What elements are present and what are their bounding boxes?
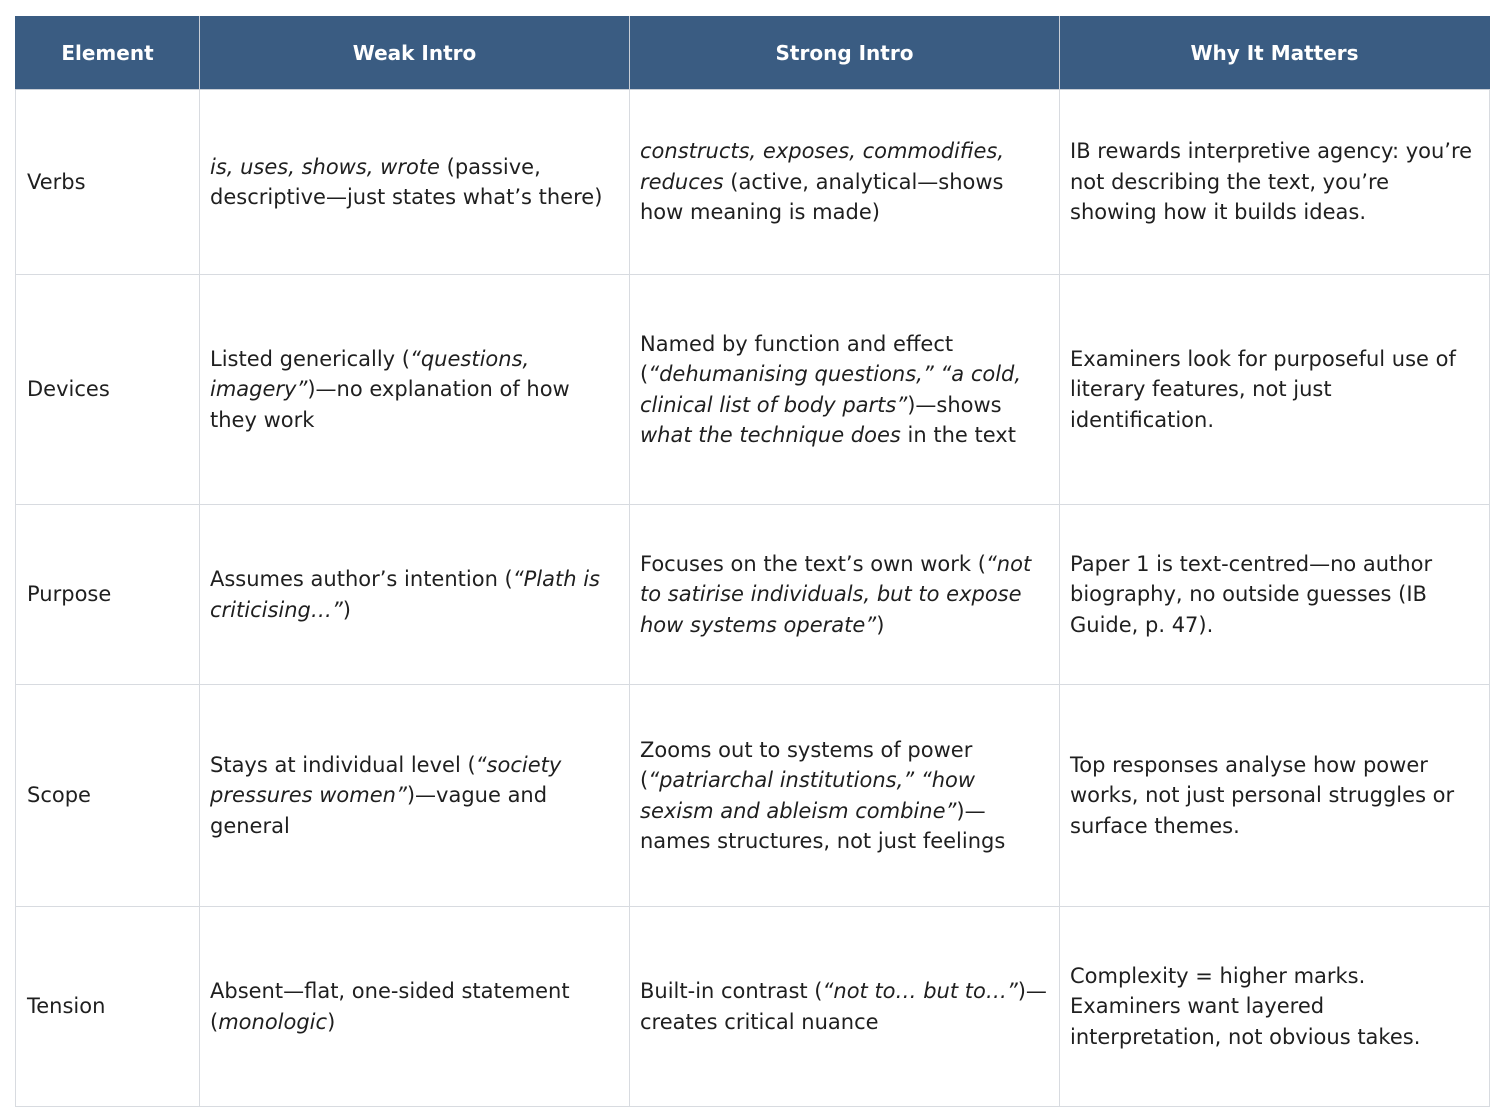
cell-italic-text: constructs, exposes, commodifies, reduces [640,139,1004,194]
cell-italic-text: what the technique does [640,423,901,447]
cell-text: Focuses on the text’s own work ( [640,551,986,576]
comparison-table-container [15,16,1489,1107]
why-it-matters-cell: IB rewards interpretive agency: you’re not describing the text, you’re showing how it builds ideas. [1060,90,1490,275]
cell-italic-text: “Plath is criticising…” [210,567,600,622]
cell-text: Built-in contrast ( [640,979,823,1003]
cell-text: ) [342,597,351,622]
cell-text: Listed generically ( [210,346,410,371]
element-cell: Scope [16,685,200,907]
cell-text: in the text [900,423,1016,447]
element-cell: Tension [16,907,200,1107]
table-row-purpose [16,505,1490,685]
cell-text: Named by function and effect ( [640,331,954,386]
cell-text: (passive, descriptive—just states what’s there) [210,154,603,209]
cell-italic-text: “society pressures women” [210,752,562,808]
why-it-matters-cell: Paper 1 is text-centred—no author biography, no outside guesses (IB Guide, p. 47). [1060,505,1490,685]
cell-text: Stays at individual level ( [210,752,476,777]
cell-text: )—shows [907,392,1002,417]
cell-italic-text: “not to satirise individuals, but to expose how systems operate” [640,551,1032,637]
table-row-devices [16,275,1490,505]
strong-intro-cell [630,505,1060,685]
weak-intro-cell [200,505,630,685]
table-row-scope [16,685,1490,907]
comparison-table [15,16,1490,1107]
header-element: Element [16,17,200,90]
cell-text: )—creates critical nuance [640,979,1047,1034]
weak-intro-cell [200,685,630,907]
cell-text: )—no explanation of how they work [210,377,570,432]
header-strong-intro: Strong Intro [630,17,1060,90]
strong-intro-cell [630,907,1060,1107]
strong-intro-cell [630,275,1060,505]
element-cell: Purpose [16,505,200,685]
cell-text: Assumes author’s intention ( [210,567,513,591]
table-row-verbs [16,90,1490,275]
strong-intro-cell [630,90,1060,275]
why-it-matters-cell: Examiners look for purposeful use of literary features, not just identification. [1060,275,1490,505]
cell-text: )—names structures, not just feelings [640,798,1006,853]
element-cell: Verbs [16,90,200,275]
cell-text: ) [327,1009,336,1034]
why-it-matters-cell: Complexity = higher marks. Examiners want layered interpretation, not obvious takes. [1060,907,1490,1107]
cell-italic-text: “patriarchal institutions,” “how sexism and ableism combine” [640,768,976,823]
weak-intro-cell [200,907,630,1107]
cell-text: (active, analytical—shows how meaning is made) [640,169,1004,225]
element-cell: Devices [16,275,200,505]
weak-intro-cell [200,90,630,275]
cell-text: ) [876,612,885,637]
cell-text: Zooms out to systems of power ( [640,737,973,792]
table-body [16,90,1490,1107]
table-row-tension [16,907,1490,1107]
cell-text: Absent—flat, one-sided statement ( [210,979,570,1034]
why-it-matters-cell: Top responses analyse how power works, not just personal struggles or surface themes. [1060,685,1490,907]
cell-italic-text: “questions, imagery” [210,346,530,402]
header-why-it-matters: Why It Matters [1060,17,1490,90]
cell-italic-text: “not to… but to…” [822,979,1018,1003]
cell-italic-text: “dehumanising questions,” “a cold, clinical list of body parts” [640,362,1022,417]
header-row [16,17,1490,90]
cell-italic-text: is, uses, shows, wrote [210,154,440,179]
header-weak-intro: Weak Intro [200,17,630,90]
cell-italic-text: monologic [218,1009,328,1034]
strong-intro-cell [630,685,1060,907]
cell-text: )—vague and general [210,783,548,838]
table-header [16,17,1490,90]
weak-intro-cell [200,275,630,505]
